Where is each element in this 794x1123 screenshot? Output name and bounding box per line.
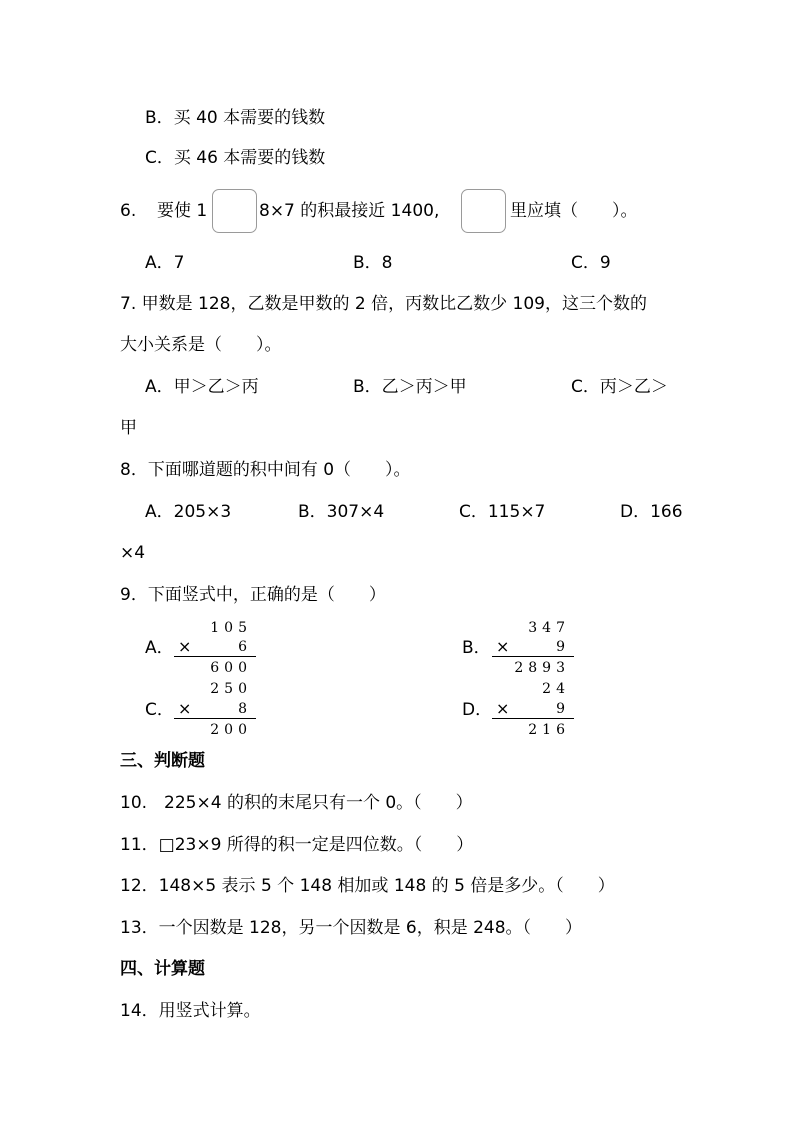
multiplier: 9 [556,639,570,655]
q6-option-b: B．8 [353,253,393,273]
calc-rule [492,656,574,657]
calc-rule [174,718,256,719]
multiplicand: 24 [542,681,570,697]
q8-option-d: D．166 [620,502,683,522]
q9-option-c-vertical-calc [170,680,252,740]
q14-text: 14．用竖式计算。 [120,1001,261,1021]
q8-option-c: C．115×7 [459,502,546,522]
product: 2893 [514,660,570,676]
product: 216 [528,722,570,738]
product: 600 [210,660,252,676]
section-heading-judgment: 三、判断题 [120,751,205,771]
multiplicand: 347 [528,620,570,636]
q8-stem: 8．下面哪道题的积中间有 0（ ）。 [120,460,411,480]
q11-text: 11．□23×9 所得的积一定是四位数。（ ） [120,835,474,855]
q6-text-post: 里应填（ ）。 [510,201,638,221]
q6-blank-box-1[interactable] [212,189,257,233]
q6-option-c: C．9 [571,253,611,273]
q6-number: 6. [120,201,137,221]
multiplier: 8 [238,701,252,717]
q6-blank-box-2[interactable] [461,189,506,233]
times-sign: × [178,699,192,718]
q5-option-c: C．买 46 本需要的钱数 [145,148,326,168]
q5-option-b: B．买 40 本需要的钱数 [145,108,326,128]
q7-option-c-continued: 甲 [120,418,137,438]
q7-option-b: B．乙＞丙＞甲 [353,377,467,397]
q8-option-a: A．205×3 [145,502,232,522]
q6-text-mid: 8×7 的积最接近 1400, [259,201,440,221]
times-sign: × [496,699,510,718]
q9-option-d-vertical-calc [488,680,570,740]
q9-option-b-vertical-calc [488,619,570,679]
multiplicand: 105 [210,620,252,636]
q9-option-a-vertical-calc [170,619,252,679]
q9-option-d-label: D． [462,700,493,720]
calc-rule [174,656,256,657]
q6-text-pre: 要使 1 [157,201,208,221]
q7-stem-line1: 7. 甲数是 128，乙数是甲数的 2 倍，丙数比乙数少 109，这三个数的 [120,294,647,314]
q10-text: 10. 225×4 的积的末尾只有一个 0。（ ） [120,793,473,813]
q8-option-d-continued: ×4 [120,543,146,563]
multiplier: 9 [556,701,570,717]
section-heading-calculation: 四、计算题 [120,959,205,979]
calc-rule [492,718,574,719]
q7-option-c: C．丙＞乙＞ [571,377,668,397]
multiplicand: 250 [210,681,252,697]
times-sign: × [496,637,510,656]
product: 200 [210,722,252,738]
times-sign: × [178,637,192,656]
q9-option-a-label: A． [145,638,174,658]
q6-option-a: A．7 [145,253,185,273]
q13-text: 13．一个因数是 128，另一个因数是 6，积是 248。（ ） [120,918,583,938]
multiplier: 6 [238,639,252,655]
q7-option-a: A．甲＞乙＞丙 [145,377,259,397]
q9-option-b-label: B． [462,638,491,658]
q7-stem-line2: 大小关系是（ ）。 [120,335,282,355]
q8-option-b: B．307×4 [298,502,385,522]
q12-text: 12．148×5 表示 5 个 148 相加或 148 的 5 倍是多少。（ ） [120,876,615,896]
q9-stem: 9．下面竖式中，正确的是（ ） [120,585,386,605]
q9-option-c-label: C． [145,700,174,720]
